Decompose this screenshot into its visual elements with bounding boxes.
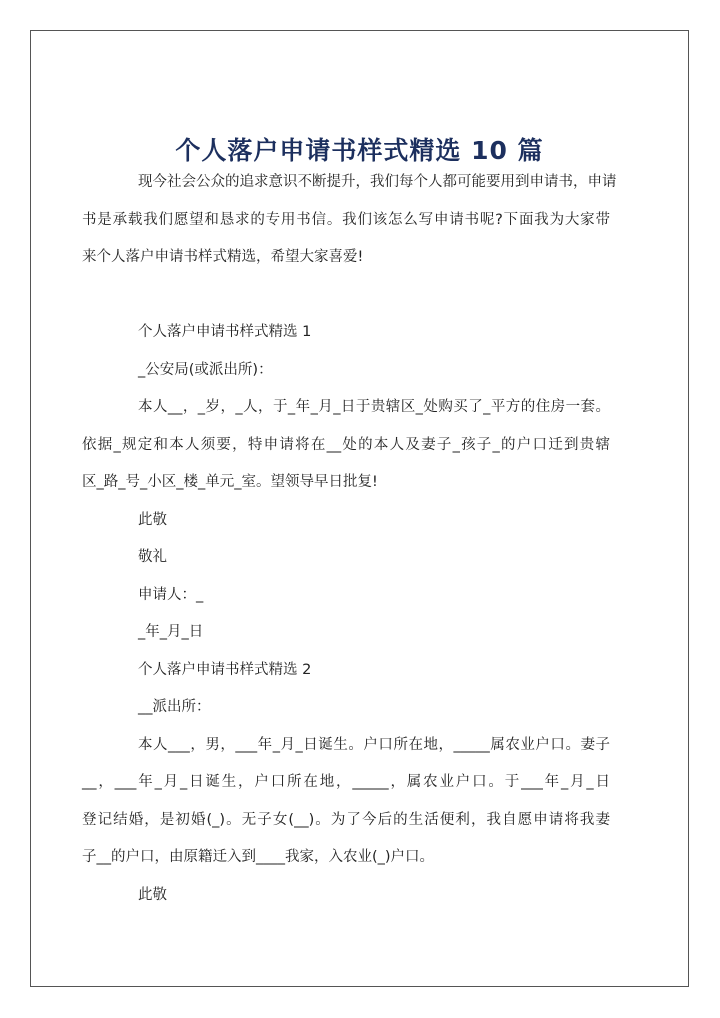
body-line: 子__的户口，由原籍迁入到____我家，入农业(_)户口。: [82, 849, 435, 865]
body-line: 本人___，男，___年_月_日诞生。户口所在地，_____属农业户口。妻子: [138, 736, 610, 753]
intro-line: 来个人落户申请书样式精选，希望大家喜爱!: [82, 249, 364, 265]
sample-heading: 个人落户申请书样式精选 1: [138, 324, 312, 340]
body-line: 本人__，_岁，_人，于_年_月_日于贵辖区_处购买了_平方的住房一套。: [138, 399, 610, 415]
body-line: __，___年_月_日诞生，户口所在地，_____，属农业户口。于___年_月_日: [82, 774, 610, 790]
closing: 此敬: [138, 511, 167, 528]
body-line: 登记结婚，是初婚(_)。无子女(__)。为了今后的生活便利，我自愿申请将我妻: [82, 811, 610, 828]
addressee: _公安局(或派出所)：: [138, 361, 273, 378]
closing: 敬礼: [138, 549, 167, 565]
applicant: 申请人：_: [138, 586, 204, 603]
addressee: __派出所：: [138, 699, 211, 715]
closing: 此敬: [138, 886, 167, 903]
body-line: 依据_规定和本人须要，特申请将在__处的本人及妻子_孩子_的户口迁到贵辖: [82, 436, 610, 453]
date: _年_月_日: [138, 624, 204, 640]
document-body: [82, 164, 617, 914]
body-line: 区_路_号_小区_楼_单元_室。望领导早日批复!: [82, 474, 378, 490]
sample-heading: 个人落户申请书样式精选 2: [138, 661, 312, 678]
document-title: 个人落户申请书样式精选 10 篇: [175, 136, 544, 165]
intro-line: 书是承载我们愿望和恳求的专用书信。我们该怎么写申请书呢?下面我为大家带: [82, 211, 610, 228]
intro-line: 现今社会公众的追求意识不断提升，我们每个人都可能要用到申请书，申请: [138, 174, 617, 190]
